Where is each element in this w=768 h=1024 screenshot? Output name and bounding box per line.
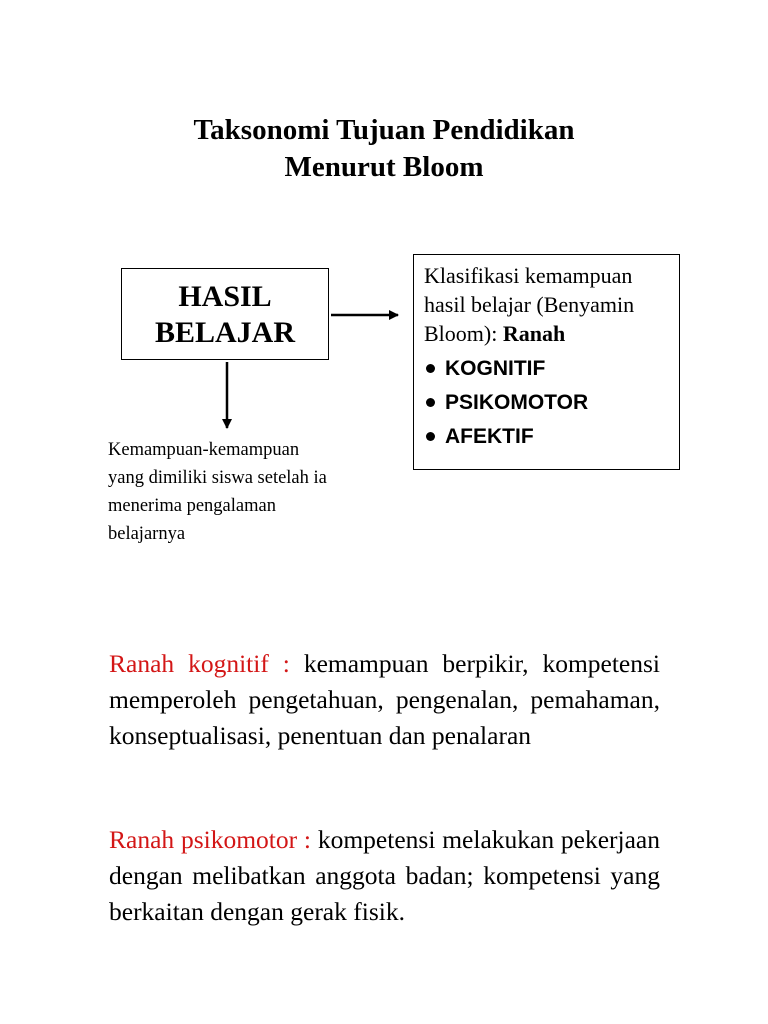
psikomotor-text: kompetensi melakukan pekerjaan dengan melibatkan anggota badan; kompetensi yang berkaitan dengan gerak fisik. — [109, 825, 660, 926]
hasil-belajar-description — [108, 436, 398, 548]
kognitif-text: kemampuan berpikir, kompetensi memperoleh pengetahuan, pengenalan, pemahaman, konseptualisasi, penentuan dan penalaran — [109, 649, 661, 750]
bullet-icon — [426, 364, 435, 373]
bullet-icon — [426, 398, 435, 407]
klasifikasi-line-2: hasil belajar (Benyamin — [424, 292, 635, 317]
kognitif-label: Ranah kognitif : — [109, 649, 290, 678]
description-line: Kemampuan-kemampuan — [108, 440, 300, 460]
bullet-icon — [426, 432, 435, 441]
list-item — [424, 351, 671, 385]
description-line: yang dimiliki siswa setelah ia — [108, 468, 327, 488]
paragraph-psikomotor — [109, 822, 660, 930]
klasifikasi-line-3-prefix: Bloom): — [424, 321, 503, 346]
hasil-box-line-2: BELAJAR — [154, 316, 296, 349]
description-line: belajarnya — [108, 524, 186, 544]
list-item — [424, 419, 671, 453]
ranah-afektif: AFEKTIF — [445, 424, 534, 448]
ranah-label: Ranah — [502, 321, 566, 346]
title-line-2: Menurut Bloom — [284, 151, 484, 183]
psikomotor-label: Ranah psikomotor : — [109, 825, 312, 854]
ranah-list — [424, 351, 671, 453]
ranah-kognitif: KOGNITIF — [445, 356, 546, 380]
title-line-1: Taksonomi Tujuan Pendidikan — [193, 114, 575, 146]
klasifikasi-box — [413, 254, 680, 470]
description-line: menerima pengalaman — [108, 496, 276, 516]
list-item — [424, 385, 671, 419]
paragraph-kognitif — [109, 646, 660, 754]
ranah-psikomotor: PSIKOMOTOR — [445, 390, 589, 414]
hasil-box-line-1: HASIL — [178, 280, 272, 313]
klasifikasi-line-1: Klasifikasi kemampuan — [424, 263, 633, 288]
klasifikasi-line-3 — [424, 319, 671, 348]
